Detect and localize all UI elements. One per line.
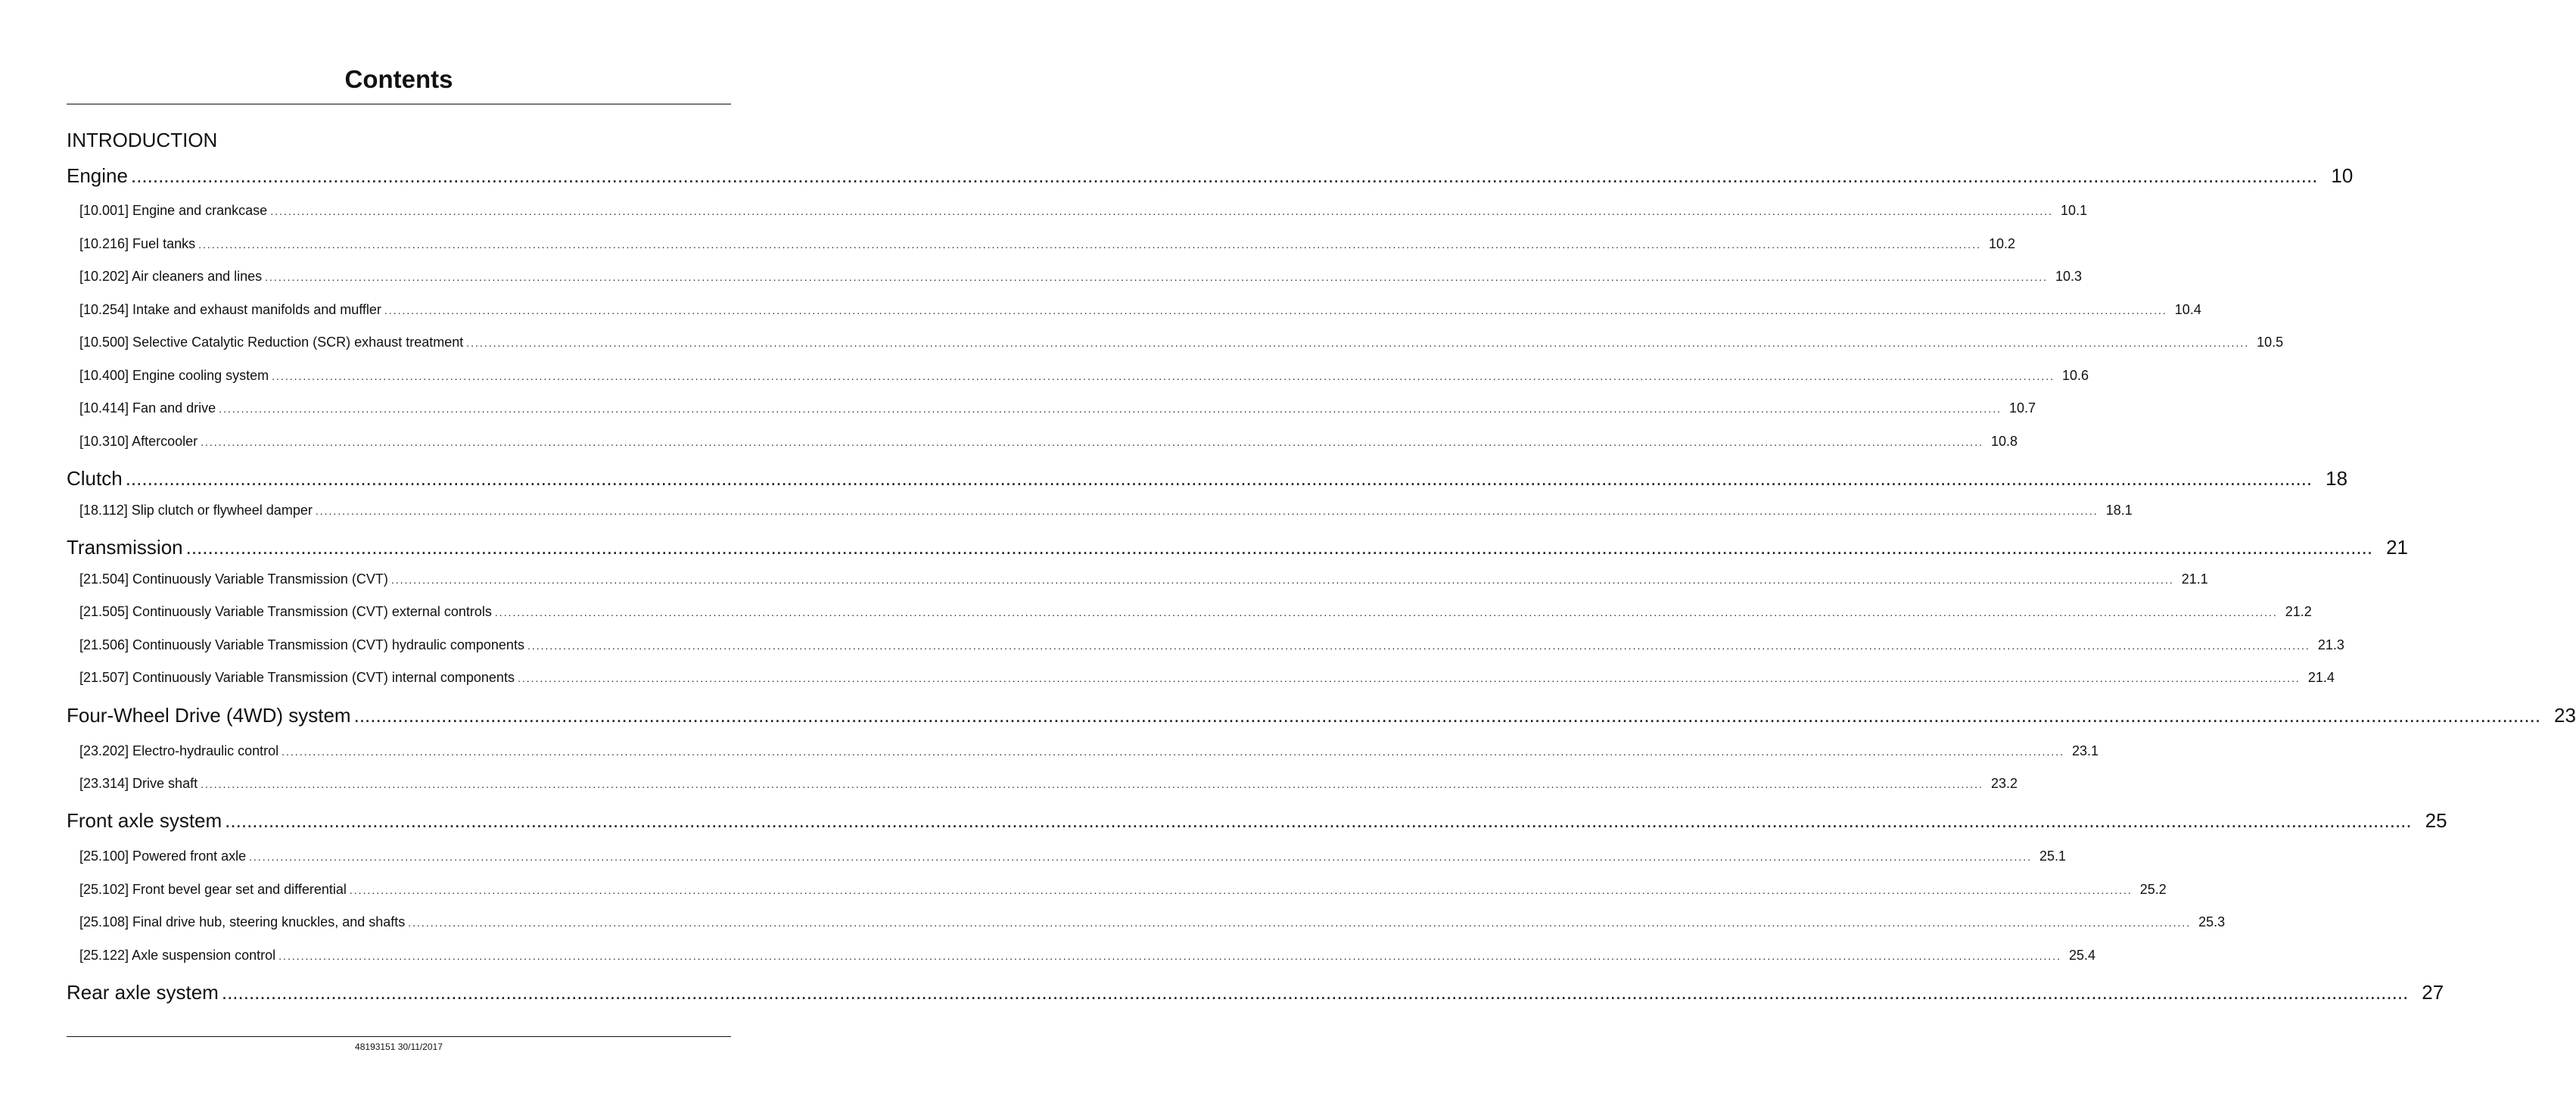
dot-leader: ................................................................................................................................................................................................................................................................................................................................................................................................................ [278, 950, 2062, 962]
toc-item-page: 10.1 [2061, 203, 2088, 218]
toc-item[interactable] [67, 914, 2226, 930]
toc-item[interactable] [67, 236, 2016, 252]
dot-leader: ................................................................................................................................................................................................................................................................................................................................................................................................................ [125, 467, 2313, 490]
toc-section-transmission[interactable] [67, 536, 2409, 559]
toc-section-label: Clutch [67, 467, 123, 490]
toc-item-page: 10.4 [2174, 302, 2201, 317]
toc-item[interactable] [67, 434, 2018, 450]
toc-item-page: 18.1 [2105, 503, 2133, 518]
toc-item[interactable] [67, 848, 2067, 864]
dot-leader: ................................................................................................................................................................................................................................................................................................................................................................................................................ [272, 370, 2055, 382]
toc-item-page: 10.3 [2055, 269, 2083, 284]
toc-item-label: [25.108] Final drive hub, steering knuckles, and shafts [79, 914, 406, 929]
toc-item[interactable] [67, 948, 2096, 964]
dot-leader: ................................................................................................................................................................................................................................................................................................................................................................................................................ [384, 304, 2167, 316]
dot-leader: ................................................................................................................................................................................................................................................................................................................................................................................................................ [130, 164, 2318, 187]
dot-leader: ................................................................................................................................................................................................................................................................................................................................................................................................................ [282, 746, 2064, 758]
dot-leader: ................................................................................................................................................................................................................................................................................................................................................................................................................ [219, 403, 2002, 415]
toc-item-page: 10.8 [1990, 434, 2018, 449]
dot-leader: ................................................................................................................................................................................................................................................................................................................................................................................................................ [185, 536, 2373, 559]
toc-item-page: 25.1 [2039, 848, 2067, 864]
toc-item-page: 21.1 [2181, 571, 2208, 587]
toc-section-page: 18 [2326, 467, 2348, 490]
toc-item-label: [10.001] Engine and crankcase [79, 203, 268, 218]
toc-section-4wd[interactable] [67, 704, 2576, 727]
dot-leader: ................................................................................................................................................................................................................................................................................................................................................................................................................ [527, 640, 2310, 652]
toc-item[interactable] [67, 604, 2312, 620]
toc-item[interactable] [67, 335, 2284, 350]
dot-leader: ................................................................................................................................................................................................................................................................................................................................................................................................................ [517, 672, 2301, 684]
toc-item[interactable] [67, 503, 2133, 518]
toc-section-page: 23 [2554, 704, 2576, 727]
toc-item-label: [25.100] Powered front axle [79, 848, 247, 864]
toc-item-page: 10.5 [2257, 335, 2284, 350]
intro-heading: INTRODUCTION [67, 129, 218, 151]
toc-item-label: [10.414] Fan and drive [79, 400, 216, 416]
toc-item[interactable] [67, 670, 2335, 686]
toc-section-label: Four-Wheel Drive (4WD) system [67, 704, 351, 727]
toc-item-label: [10.254] Intake and exhaust manifolds and muffler [79, 302, 381, 317]
toc-section-clutch[interactable] [67, 467, 2348, 490]
toc-item-label: [10.216] Fuel tanks [79, 236, 196, 251]
toc-item-label: [21.505] Continuously Variable Transmission (CVT) external controls [79, 604, 492, 619]
toc-item[interactable] [67, 400, 2036, 416]
dot-leader: ................................................................................................................................................................................................................................................................................................................................................................................................................ [249, 851, 2032, 863]
dot-leader: ................................................................................................................................................................................................................................................................................................................................................................................................................ [201, 436, 1983, 448]
dot-leader: ................................................................................................................................................................................................................................................................................................................................................................................................................ [265, 271, 2049, 283]
toc-item[interactable] [67, 637, 2344, 653]
toc-section-page: 27 [2422, 981, 2444, 1004]
toc-item[interactable] [67, 882, 2167, 898]
toc-item-page: 23.1 [2072, 743, 2099, 758]
toc-item-page: 21.2 [2285, 604, 2312, 619]
toc-item[interactable] [67, 302, 2201, 318]
toc-item-page: 10.2 [1988, 236, 2016, 251]
toc-item-label: [23.202] Electro-hydraulic control [79, 743, 279, 758]
toc-item[interactable] [67, 203, 2088, 219]
footer-rule [67, 1036, 731, 1037]
toc-section-label: Front axle system [67, 809, 222, 832]
toc-item-label: [10.202] Air cleaners and lines [79, 269, 263, 284]
dot-leader: ................................................................................................................................................................................................................................................................................................................................................................................................................ [353, 704, 2541, 727]
toc-section-rear-axle[interactable] [67, 981, 2444, 1004]
toc-item-label: [10.500] Selective Catalytic Reduction (SCR) exhaust treatment [79, 335, 464, 350]
toc-section-page: 10 [2331, 164, 2354, 187]
toc-item-page: 21.4 [2307, 670, 2335, 685]
toc-item-label: [23.314] Drive shaft [79, 776, 198, 791]
toc-item-page: 23.2 [1990, 776, 2018, 791]
toc-item-label: [10.310] Aftercooler [79, 434, 198, 449]
dot-leader: ................................................................................................................................................................................................................................................................................................................................................................................................................ [201, 778, 1983, 790]
toc-item-page: 25.4 [2069, 948, 2096, 963]
dot-leader: ................................................................................................................................................................................................................................................................................................................................................................................................................ [198, 238, 1981, 251]
dot-leader: ................................................................................................................................................................................................................................................................................................................................................................................................................ [390, 574, 2174, 586]
toc-section-page: 25 [2425, 809, 2447, 832]
toc-item-label: [18.112] Slip clutch or flywheel damper [79, 503, 313, 518]
toc-item[interactable] [67, 269, 2083, 285]
toc-section-engine[interactable] [67, 164, 2354, 188]
toc-item[interactable] [67, 743, 2099, 759]
toc-item[interactable] [67, 368, 2089, 384]
toc-item-label: [21.506] Continuously Variable Transmission (CVT) hydraulic components [79, 637, 524, 652]
toc-section-front-axle[interactable] [67, 809, 2447, 833]
dot-leader: ................................................................................................................................................................................................................................................................................................................................................................................................................ [349, 884, 2133, 896]
dot-leader: ................................................................................................................................................................................................................................................................................................................................................................................................................ [466, 337, 2250, 349]
toc-item-page: 21.3 [2317, 637, 2344, 652]
toc-item-page: 10.6 [2062, 368, 2089, 383]
dot-leader: ................................................................................................................................................................................................................................................................................................................................................................................................................ [408, 917, 2192, 929]
dot-leader: ................................................................................................................................................................................................................................................................................................................................................................................................................ [221, 981, 2409, 1004]
dot-leader: ................................................................................................................................................................................................................................................................................................................................................................................................................ [315, 505, 2098, 517]
page-title: Contents [344, 65, 453, 93]
toc-item-page: 10.7 [2008, 400, 2036, 416]
toc-item[interactable] [67, 776, 2018, 792]
toc-item-label: [21.504] Continuously Variable Transmission (CVT) [79, 571, 388, 587]
toc-item-label: [10.400] Engine cooling system [79, 368, 269, 383]
dot-leader: ................................................................................................................................................................................................................................................................................................................................................................................................................ [225, 809, 2412, 832]
toc-item-label: [25.122] Axle suspension control [79, 948, 276, 963]
toc-item-label: [21.507] Continuously Variable Transmission (CVT) internal components [79, 670, 515, 685]
toc-item-label: [25.102] Front bevel gear set and differential [79, 882, 347, 897]
footer-doc-id: 48193151 30/11/2017 [355, 1042, 443, 1052]
toc-section-page: 21 [2386, 536, 2409, 559]
dot-leader: ................................................................................................................................................................................................................................................................................................................................................................................................................ [270, 205, 2054, 217]
toc-section-label: Engine [67, 164, 128, 187]
toc-section-label: Rear axle system [67, 981, 219, 1004]
toc-section-label: Transmission [67, 536, 183, 559]
dot-leader: ................................................................................................................................................................................................................................................................................................................................................................................................................ [494, 606, 2278, 618]
toc-item-page: 25.2 [2139, 882, 2167, 897]
toc-item-page: 25.3 [2198, 914, 2226, 929]
toc-item[interactable] [67, 571, 2208, 587]
